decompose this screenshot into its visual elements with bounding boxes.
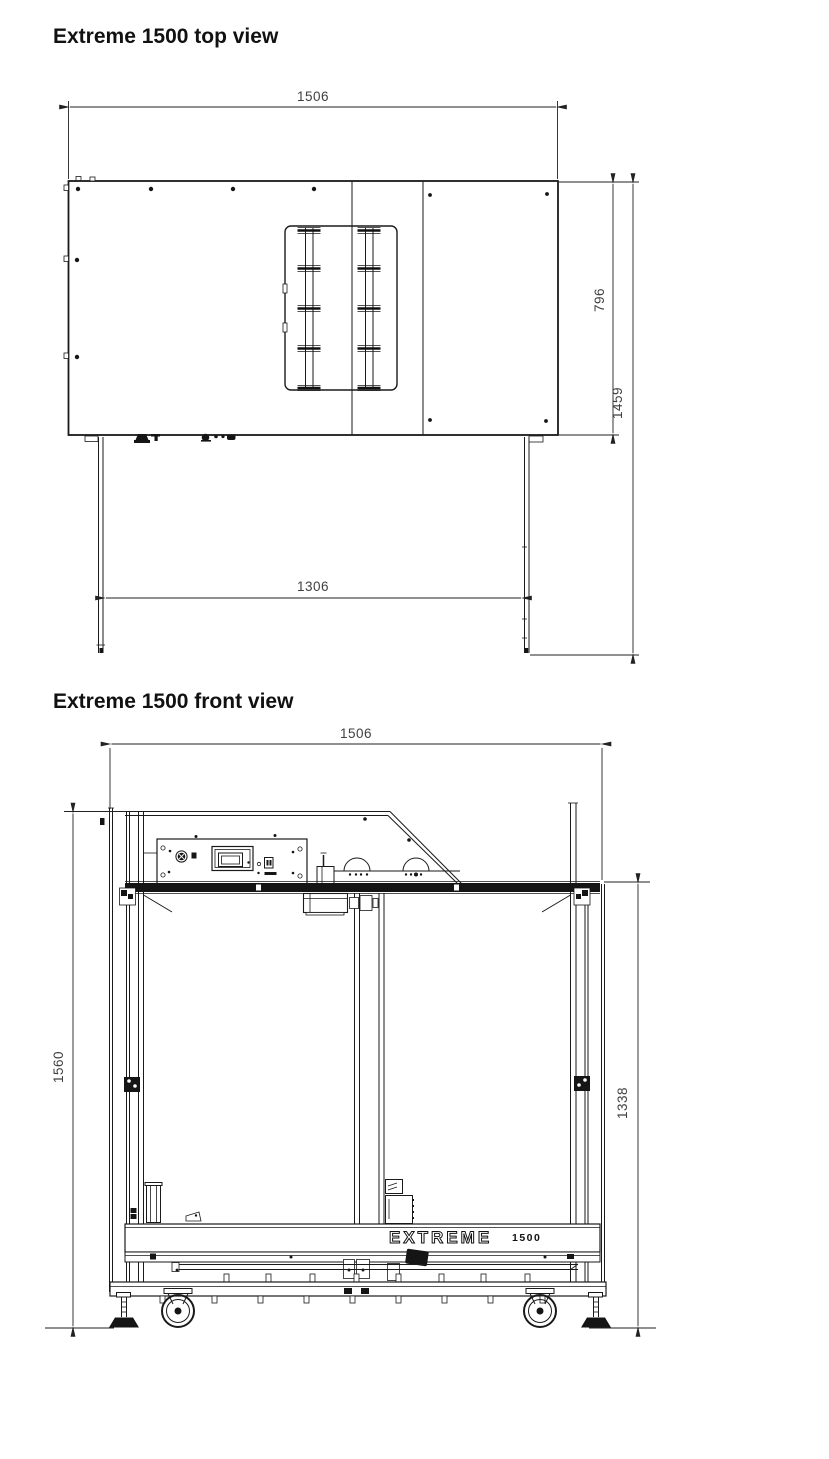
roller-bracket bbox=[317, 867, 334, 884]
dim-label-1338: 1338 bbox=[615, 1086, 630, 1120]
platen-assembly bbox=[283, 226, 397, 391]
brand-model: 1500 bbox=[512, 1232, 542, 1244]
dim-label-1506-top: 1506 bbox=[296, 89, 330, 104]
panel-latch bbox=[283, 323, 287, 332]
power-switch[interactable] bbox=[192, 853, 197, 859]
gearbox bbox=[405, 1249, 429, 1267]
lower-rail bbox=[172, 1263, 578, 1283]
panel-latch bbox=[283, 284, 287, 293]
drive-motor bbox=[304, 894, 379, 916]
vent-slot bbox=[265, 872, 277, 875]
front-view-drawing bbox=[45, 690, 656, 1328]
feed-rollers bbox=[317, 853, 460, 884]
central-columns bbox=[355, 893, 385, 1224]
mid-bracket-left bbox=[124, 1077, 140, 1092]
dim-label-1306: 1306 bbox=[296, 579, 330, 594]
top-view-title: Extreme 1500 top view bbox=[53, 25, 279, 48]
front-view-title: Extreme 1500 front view bbox=[53, 690, 294, 713]
dim-top-overall-width bbox=[69, 89, 558, 179]
leveling-foot-right bbox=[581, 1293, 611, 1328]
brand-logo: EXTREME bbox=[389, 1228, 493, 1247]
brand-beam bbox=[125, 1224, 600, 1252]
left-lower-component bbox=[131, 1183, 202, 1223]
dim-label-796: 796 bbox=[592, 287, 607, 313]
leveling-foot-left bbox=[109, 1293, 139, 1328]
dim-overall-height bbox=[45, 812, 126, 1329]
left-uprights bbox=[100, 808, 144, 1293]
leg-left bbox=[85, 436, 105, 653]
control-panel bbox=[157, 839, 307, 884]
dim-label-1560: 1560 bbox=[51, 1050, 66, 1084]
column-carriage bbox=[386, 1180, 415, 1224]
mid-bracket-right bbox=[574, 1076, 590, 1091]
top-view-drawing bbox=[53, 25, 639, 655]
dim-label-1506-front: 1506 bbox=[339, 726, 373, 741]
right-uprights bbox=[568, 803, 605, 1293]
dim-leg-span bbox=[106, 579, 521, 598]
table-beam bbox=[125, 882, 600, 894]
dim-label-1459: 1459 bbox=[610, 386, 625, 420]
leg-right bbox=[522, 436, 543, 653]
dim-body-depth bbox=[559, 182, 639, 435]
